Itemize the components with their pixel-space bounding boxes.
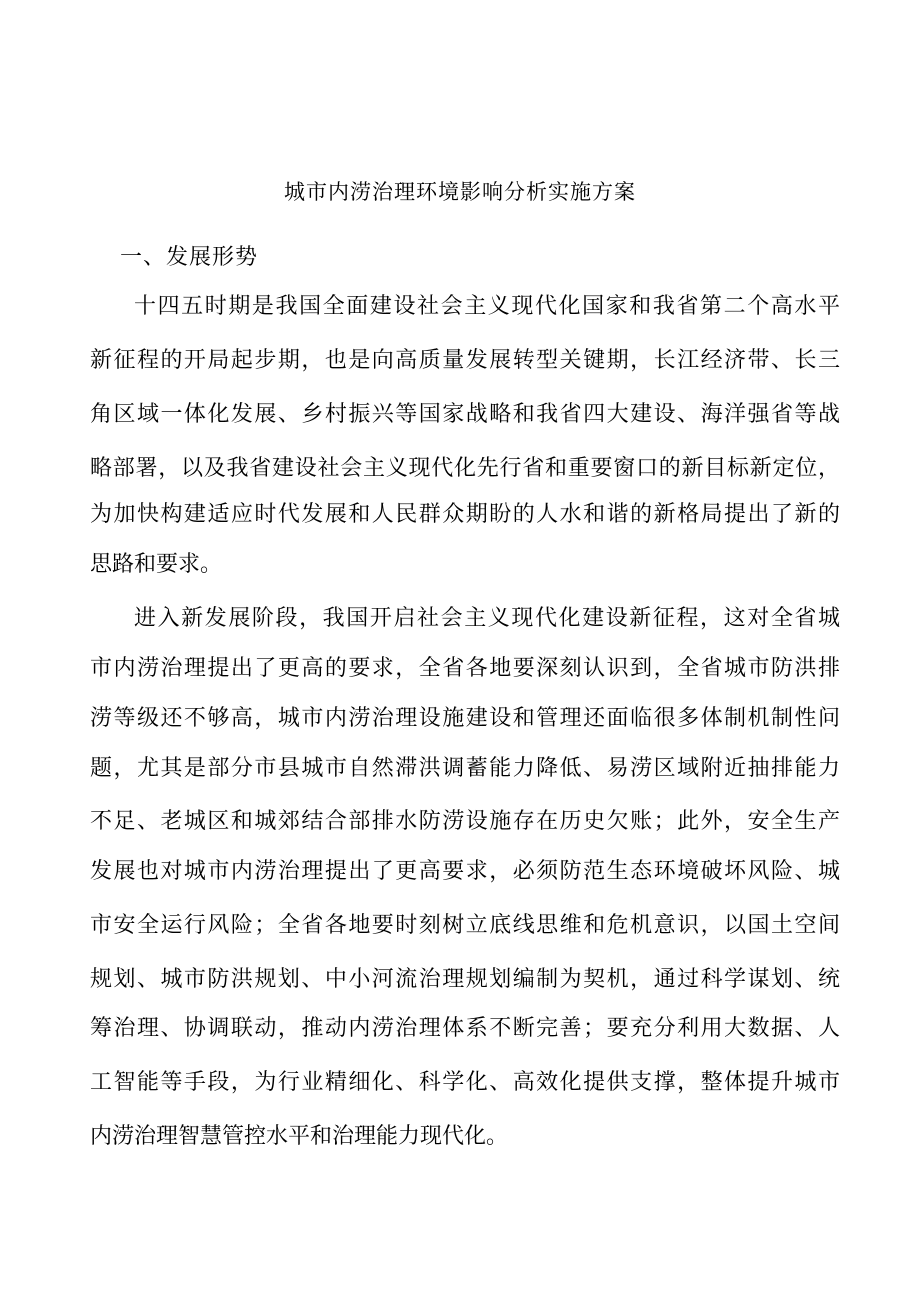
section-heading: 一、发展形势 bbox=[120, 245, 259, 270]
paragraph-line: 题，尤其是部分市县城市自然滞洪调蓄能力降低、易涝区域附近抽排能力 bbox=[90, 756, 840, 781]
paragraph-line: 略部署，以及我省建设社会主义现代化先行省和重要窗口的新目标新定位， bbox=[90, 456, 840, 481]
paragraph-line: 不足、老城区和城郊结合部排水防涝设施存在历史欠账；此外，安全生产 bbox=[90, 809, 840, 834]
paragraph-line: 规划、城市防洪规划、中小河流治理规划编制为契机，通过科学谋划、统 bbox=[90, 967, 840, 992]
paragraph-line: 思路和要求。 bbox=[90, 552, 223, 577]
paragraph-line: 十四五时期是我国全面建设社会主义现代化国家和我省第二个高水平 bbox=[134, 294, 840, 319]
paragraph-line: 新征程的开局起步期，也是向高质量发展转型关键期，长江经济带、长三 bbox=[90, 348, 840, 373]
paragraph-line: 市内涝治理提出了更高的要求，全省各地要深刻认识到，全省城市防洪排 bbox=[90, 656, 840, 681]
paragraph-line: 涝等级还不够高，城市内涝治理设施建设和管理还面临很多体制机制性问 bbox=[90, 706, 840, 731]
paragraph-line: 工智能等手段，为行业精细化、科学化、高效化提供支撑，整体提升城市 bbox=[90, 1070, 840, 1095]
paragraph-line: 筹治理、协调联动，推动内涝治理体系不断完善；要充分利用大数据、人 bbox=[90, 1016, 840, 1041]
paragraph-line: 内涝治理智慧管控水平和治理能力现代化。 bbox=[90, 1124, 509, 1149]
paragraph-line: 进入新发展阶段，我国开启社会主义现代化建设新征程，这对全省城 bbox=[134, 606, 840, 631]
document-title: 城市内涝治理环境影响分析实施方案 bbox=[284, 180, 636, 204]
paragraph-line: 市安全运行风险；全省各地要时刻树立底线思维和危机意识，以国土空间 bbox=[90, 913, 840, 938]
paragraph-line: 发展也对城市内涝治理提出了更高要求，必须防范生态环境破坏风险、城 bbox=[90, 859, 840, 884]
paragraph-line: 角区域一体化发展、乡村振兴等国家战略和我省四大建设、海洋强省等战 bbox=[90, 402, 840, 427]
paragraph-line: 为加快构建适应时代发展和人民群众期盼的人水和谐的新格局提出了新的 bbox=[90, 502, 840, 527]
